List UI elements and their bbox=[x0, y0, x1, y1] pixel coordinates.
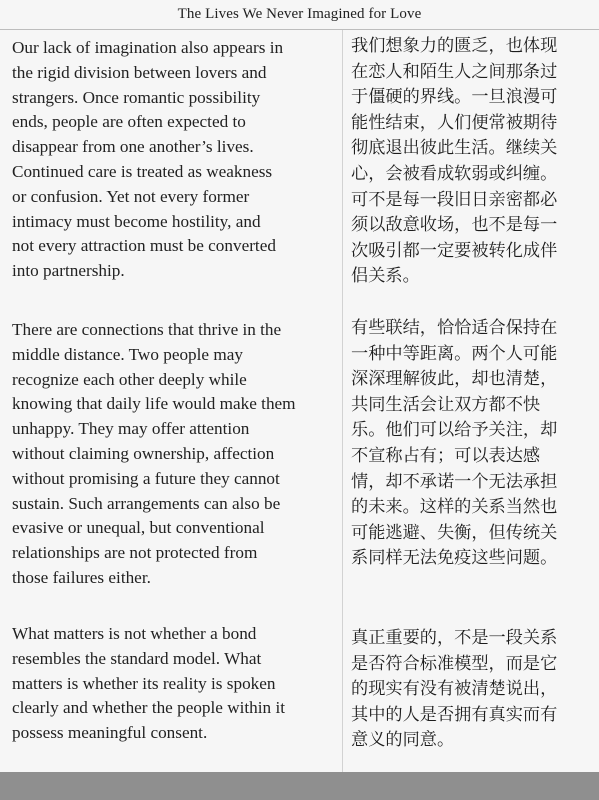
text-line: 于僵硬的界线。一旦浪漫可 bbox=[351, 87, 558, 108]
text-line: 真正重要的，不是一段关系 bbox=[351, 628, 558, 648]
text-line: the rigid division between lovers and bbox=[12, 62, 267, 82]
text-line: 其中的人是否拥有真实而有 bbox=[351, 704, 558, 725]
text-line: disappear from one another’s lives. bbox=[12, 137, 254, 157]
text-line: intimacy must become hostility, and bbox=[12, 211, 261, 231]
text-line: knowing that daily life would make them bbox=[12, 394, 296, 414]
text-line: 系同样无法免疫这些问题。 bbox=[351, 548, 558, 569]
text-line: 乐。他们可以给予关注，却 bbox=[351, 420, 558, 441]
text-line: 一种中等距离。两个人可能 bbox=[351, 343, 558, 364]
text-line: recognize each other deeply while bbox=[12, 369, 247, 389]
text-line: clearly and whether the people within it bbox=[12, 698, 285, 718]
text-line: 我们想象力的匮乏，也体现 bbox=[351, 36, 558, 56]
page-title: The Lives We Never Imagined for Love bbox=[177, 6, 422, 22]
text-line: without promising a future they cannot bbox=[12, 468, 280, 488]
text-line: 在恋人和陌生人之间那条过 bbox=[351, 61, 558, 82]
text-line: 可不是每一段旧日亲密都必 bbox=[351, 189, 558, 210]
chinese-paragraph-1 bbox=[351, 34, 587, 290]
text-line: sustain. Such arrangements can also be bbox=[12, 493, 281, 513]
text-line: matters is whether its reality is spoken bbox=[12, 673, 276, 693]
chinese-paragraph-2 bbox=[351, 316, 587, 572]
text-line: 次吸引都一定要被转化成伴 bbox=[351, 240, 558, 261]
text-line: or confusion. Yet not every former bbox=[12, 186, 250, 206]
text-line: 侣关系。 bbox=[351, 266, 420, 287]
text-line: What matters is not whether a bond bbox=[12, 624, 257, 643]
text-line: resembles the standard model. What bbox=[12, 648, 262, 668]
text-line: 的未来。这样的关系当然也 bbox=[351, 497, 558, 518]
text-line: 心，会被看成软弱或纠缠。 bbox=[351, 163, 558, 184]
text-line: 的现实有没有被清楚说出， bbox=[351, 679, 558, 700]
text-line: 共同生活会让双方都不快 bbox=[351, 394, 541, 415]
text-line: Continued care is treated as weakness bbox=[12, 161, 273, 181]
text-line: ends, people are often expected to bbox=[12, 112, 246, 132]
chinese-paragraph-3 bbox=[351, 626, 587, 754]
text-line: middle distance. Two people may bbox=[12, 344, 243, 364]
text-line: strangers. Once romantic possibility bbox=[12, 87, 261, 107]
bottom-bar bbox=[0, 772, 599, 800]
text-line: unhappy. They may offer attention bbox=[12, 419, 250, 439]
text-line: 彻底退出彼此生活。继续关 bbox=[351, 138, 558, 159]
text-line: without claiming ownership, affection bbox=[12, 443, 275, 463]
text-line: 情，却不承诺一个无法承担 bbox=[351, 471, 558, 492]
text-line: 深深理解彼此，却也清楚， bbox=[351, 369, 558, 390]
english-paragraph-2 bbox=[12, 318, 338, 591]
english-paragraph-1 bbox=[12, 36, 338, 284]
text-line: 可能逃避、失衡，但传统关 bbox=[351, 522, 558, 543]
text-line: those failures either. bbox=[12, 567, 151, 587]
text-line: into partnership. bbox=[12, 261, 125, 281]
text-line: 有些联结，恰恰适合保持在 bbox=[351, 318, 558, 338]
text-line: 须以敌意收场，也不是每一 bbox=[351, 215, 558, 236]
text-line: 意义的同意。 bbox=[351, 730, 455, 751]
text-line: evasive or unequal, but conventional bbox=[12, 518, 265, 538]
text-line: relationships are not protected from bbox=[12, 543, 258, 563]
text-line: 能性结束，人们便常被期待 bbox=[351, 112, 558, 133]
text-line: Our lack of imagination also appears in bbox=[12, 38, 284, 57]
text-line: possess meaningful consent. bbox=[12, 723, 208, 743]
text-line: 不宣称占有；可以表达感 bbox=[351, 445, 541, 466]
text-line: not every attraction must be converted bbox=[12, 236, 276, 256]
column-divider bbox=[342, 30, 343, 772]
header-rule bbox=[0, 29, 599, 30]
text-line: 是否符合标准模型，而是它 bbox=[351, 653, 558, 674]
english-paragraph-3 bbox=[12, 622, 338, 746]
text-line: There are connections that thrive in the bbox=[12, 320, 282, 339]
